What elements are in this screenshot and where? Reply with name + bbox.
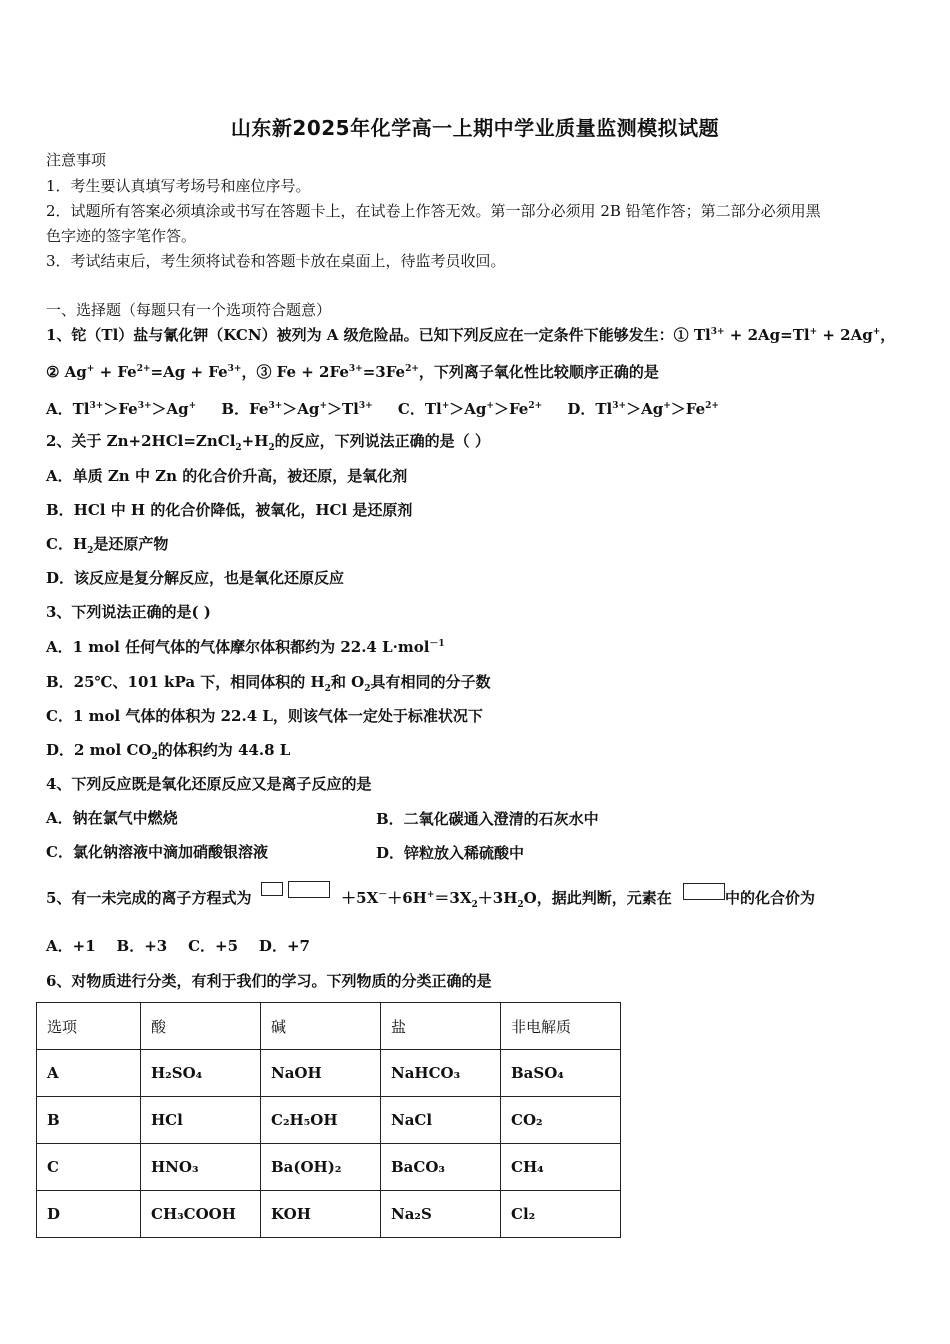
question-2-stem: 2、关于 $Zn+2HCl=ZnCl_2+H_2$的反应，下列说法正确的是（ ） xyxy=(46,432,490,453)
question-4-option-c[interactable]: C．氯化钠溶液中滴加硝酸银溶液 xyxy=(46,843,268,861)
option-b[interactable]: B．$Fe^{3+}>Ag^+>Tl^{3+}$ xyxy=(221,400,373,418)
page-title: 山东新2025年化学高一上期中学业质量监测模拟试题 xyxy=(230,116,720,140)
table-cell: BaSO₄ xyxy=(501,1050,621,1097)
question-2-option-c[interactable]: C．$H_2$是还原产物 xyxy=(46,535,169,556)
notice-heading: 注意事项 xyxy=(46,151,107,169)
table-cell: C xyxy=(37,1144,141,1191)
question-3-option-b[interactable]: B．25℃、101 kPa 下，相同体积的 $H_2$和 $O_2$具有相同的分子数 xyxy=(46,673,491,694)
option-a[interactable]: A．$Tl^{3+}>Fe^{3+}>Ag^+$ xyxy=(46,400,197,418)
question-6-stem: 6、对物质进行分类，有利于我们的学习。下列物质的分类正确的是 xyxy=(46,972,492,990)
notice-item: 2．试题所有答案必须填涂或书写在答题卡上，在试卷上作答无效。第一部分必须用 2B 铅笔作答；第二部分必须用黑 xyxy=(46,202,821,220)
table-cell: CO₂ xyxy=(501,1097,621,1144)
blank-box-element xyxy=(683,883,725,900)
table-cell: Na₂S xyxy=(381,1191,501,1238)
table-cell: B xyxy=(37,1097,141,1144)
table-cell: HNO₃ xyxy=(141,1144,261,1191)
question-2-option-b[interactable]: B．HCl 中 H 的化合价降低，被氧化，HCl 是还原剂 xyxy=(46,501,413,519)
classification-table xyxy=(36,1002,621,1238)
question-5-options[interactable]: A．+1 B．+3 C．+5 D．+7 xyxy=(46,937,310,955)
notice-item: 色字迹的签字笔作答。 xyxy=(46,227,197,245)
option-c[interactable]: C．$Tl^+>Ag^+>Fe^{2+}$ xyxy=(397,400,543,418)
question-4-stem: 4、下列反应既是氧化还原反应又是离子反应的是 xyxy=(46,775,372,793)
header-cell: 选项 xyxy=(37,1003,141,1050)
notice-item: 1．考生要认真填写考场号和座位序号。 xyxy=(46,177,311,195)
question-1-stem-line1: 1、铊（Tl）盐与氰化钾（KCN）被列为 A 级危险品。已知下列反应在一定条件下能够发生：① $Tl^{3+} + 2Ag=Tl^+ + 2Ag^+$， xyxy=(46,326,896,344)
table-cell: Ba(OH)₂ xyxy=(261,1144,381,1191)
section-heading: 一、选择题（每题只有一个选项符合题意） xyxy=(46,301,332,319)
header-cell: 酸 xyxy=(141,1003,261,1050)
table-cell: H₂SO₄ xyxy=(141,1050,261,1097)
header-cell: 非电解质 xyxy=(501,1003,621,1050)
table-row xyxy=(37,1144,621,1191)
table-cell: NaHCO₃ xyxy=(381,1050,501,1097)
question-3-stem: 3、下列说法正确的是( ) xyxy=(46,603,211,621)
option-d[interactable]: D．$Tl^{3+}>Ag^+>Fe^{2+}$ xyxy=(567,400,719,418)
table-row xyxy=(37,1050,621,1097)
table-cell: Cl₂ xyxy=(501,1191,621,1238)
table-cell: A xyxy=(37,1050,141,1097)
table-cell: C₂H₅OH xyxy=(261,1097,381,1144)
question-4-option-b[interactable]: B．二氧化碳通入澄清的石灰水中 xyxy=(376,810,599,828)
question-4-option-a[interactable]: A．钠在氯气中燃烧 xyxy=(46,809,178,827)
table-cell: NaCl xyxy=(381,1097,501,1144)
table-row xyxy=(37,1191,621,1238)
table-cell: BaCO₃ xyxy=(381,1144,501,1191)
question-1-stem-line2: ② $Ag^+ + Fe^{2+}=Ag + Fe^{3+}$，③ $Fe + 2Fe^{3+}=3Fe^{2+}$，下列离子氧化性比较顺序正确的是 xyxy=(46,363,659,381)
question-3-option-c[interactable]: C．1 mol 气体的体积为 22.4 L，则该气体一定处于标准状况下 xyxy=(46,707,483,725)
table-header-row xyxy=(37,1003,621,1050)
question-5-stem: 5、有一未完成的离子方程式为 $+5X^-+6H^+=3X_2+3H_2O$，据此判断，元素在 中的化合价为 xyxy=(46,888,815,908)
blank-box-small xyxy=(261,882,283,896)
table-cell: D xyxy=(37,1191,141,1238)
notice-item: 3．考试结束后，考生须将试卷和答题卡放在桌面上，待监考员收回。 xyxy=(46,252,506,270)
table-cell: CH₃COOH xyxy=(141,1191,261,1238)
question-2-option-a[interactable]: A．单质 Zn 中 Zn 的化合价升高，被还原，是氧化剂 xyxy=(46,467,408,485)
header-cell: 碱 xyxy=(261,1003,381,1050)
table-cell: NaOH xyxy=(261,1050,381,1097)
question-3-option-a[interactable]: A．1 mol 任何气体的气体摩尔体积都约为 22.4 L·mol$^{-1}$ xyxy=(46,638,445,656)
question-4-option-d[interactable]: D．锌粒放入稀硫酸中 xyxy=(376,844,525,862)
table-row xyxy=(37,1097,621,1144)
table-cell: KOH xyxy=(261,1191,381,1238)
blank-box-formula xyxy=(288,881,330,898)
question-3-option-d[interactable]: D．2 mol $CO_2$的体积约为 44.8 L xyxy=(46,741,291,762)
table-cell: CH₄ xyxy=(501,1144,621,1191)
question-2-option-d[interactable]: D．该反应是复分解反应，也是氧化还原反应 xyxy=(46,569,345,587)
table-cell: HCl xyxy=(141,1097,261,1144)
question-1-options xyxy=(46,398,719,419)
header-cell: 盐 xyxy=(381,1003,501,1050)
